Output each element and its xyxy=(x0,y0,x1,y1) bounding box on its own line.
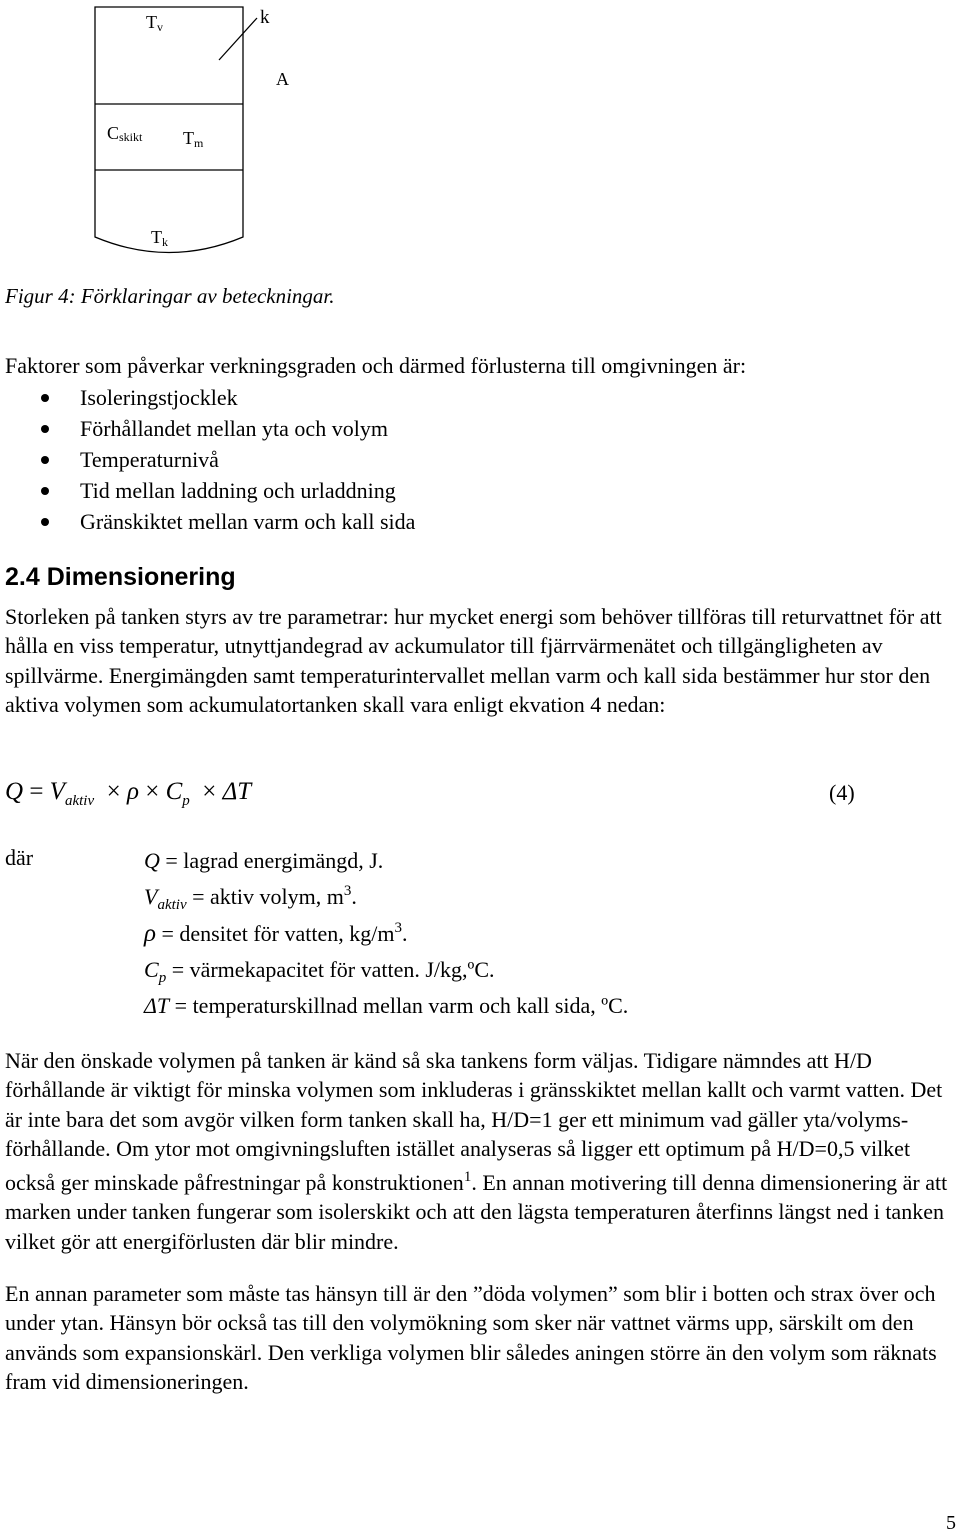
list-item: Temperaturnivå xyxy=(0,446,415,477)
list-item: Tid mellan laddning och urladdning xyxy=(0,477,415,508)
intro-text: Faktorer som påverkar verkningsgraden och därmed förlusterna till omgivningen är: xyxy=(5,353,747,378)
list-item: Gränskiktet mellan varm och kall sida xyxy=(0,508,415,539)
list-item: Isoleringstjocklek xyxy=(0,384,415,415)
paragraph-1: Storleken på tanken styrs av tre parametrar: hur mycket energi som behöver tillföras till returvattnet för att hålla en viss temperatur, utnyttjandegrad av ackumulator till fjärrvärmenätet och tillgängligheten av spillvärme. Energimängden samt temperaturintervallet mellan varm och kall sida bestämmer hur stor den aktiva volymen som ackumulatortanken skall vara enligt ekvation 4 nedan: xyxy=(5,604,942,717)
label-tm: Tm xyxy=(183,128,204,150)
paragraph-3: En annan parameter som måste tas hänsyn till är den ”döda volymen” som blir i botten och strax över och under ytan. Hänsyn bör också tas till den volymökning som sker när vattnet värms upp, särskilt om den används som expansionskärl. Den verkliga volymen blir således aningen större än den volym som räknats fram vid dimensioneringen. xyxy=(5,1281,937,1394)
section-heading: 2.4 Dimensionering xyxy=(5,563,236,591)
definition-cp: $C_p$ = värmekapacitet för vatten. J/kg,ºC. xyxy=(144,957,495,986)
label-a: A xyxy=(276,69,289,89)
figure-caption: Figur 4: Förklaringar av beteckningar. xyxy=(5,284,335,308)
label-tk: Tk xyxy=(151,227,168,249)
definition-q: Q = lagrad energimängd, J. xyxy=(144,848,384,873)
where-label: där xyxy=(5,845,34,870)
equation-number: (4) xyxy=(829,780,855,805)
label-cskikt: Cskikt xyxy=(107,123,143,144)
equation: $Q = V_{aktiv} \times \rho \times C_p \times \Delta T$ xyxy=(5,778,252,809)
label-k: k xyxy=(260,7,270,28)
page-number: 5 xyxy=(946,1512,956,1534)
list-item: Förhållandet mellan yta och volym xyxy=(0,415,415,446)
k-pointer-line xyxy=(219,18,257,60)
paragraph-2: När den önskade volymen på tanken är känd så ska tankens form väljas. Tidigare nämndes att H/D förhållande är viktigt för minska volymen som inkluderas i gränsskiktet mellan kallt och varmt vatten. Det är inte bara det som avgör vilken form tanken skall ha, H/D=1 ger ett minimum vad gäller yta/volyms-förhållande. Om ytor mot omgivningsluften istället analyseras så ligger ett optimum på H/D=0,5 vilket också ger minskade påfrestningar på konstruktionen$^1$. En annan motivering till denna dimensionering är att marken under tanken fungerar som isolerskikt och att den lägsta temperaturen återfinns längst ned i tanken vilket gör att energiförlusten där blir mindre. xyxy=(5,1048,948,1254)
factor-list xyxy=(0,384,415,539)
definition-v: $V_{aktiv}$ = aktiv volym, $m^3$. xyxy=(144,883,357,913)
definition-rho: ρ = densitet för vatten, $kg/m^3$. xyxy=(144,920,408,947)
definition-dt: ΔT = temperaturskillnad mellan varm och kall sida, ºC. xyxy=(144,993,629,1018)
tank-diagram xyxy=(0,0,330,270)
label-tv: Tv xyxy=(146,12,163,34)
